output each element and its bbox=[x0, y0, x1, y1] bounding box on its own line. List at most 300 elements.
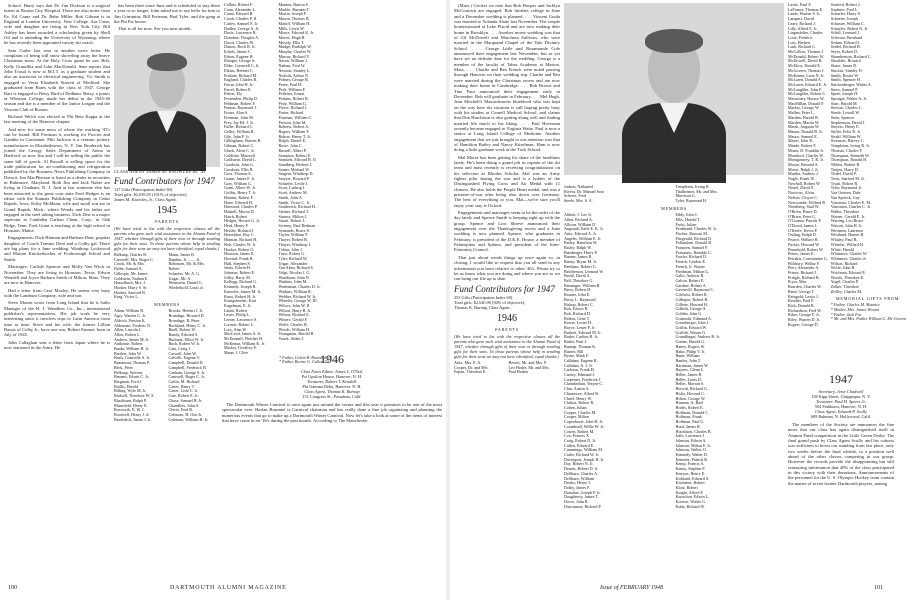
member-name: Butler, Carlton H. Jr. bbox=[564, 334, 599, 340]
member-name: Grundlinger, Andrew B. Jr. bbox=[675, 334, 720, 340]
class-note-paragraph: That is all for now. See you next month. bbox=[118, 26, 192, 32]
class-note-paragraph: (Mass.) Cricket we note that Bob Hooper and Jacklyn McCormick are engaged. Bob finishes college in June and a December wedding is planned. . . . Vincent Guida was married to Yolanda Abate last November. The couple honeymooned at Lake Placid and are now making their home in Brooklyn. . . . Another recent wedding was that of Gil McDowell and Marchesa Sullivan, who were married in the Marquand Chapel of the Yale Divinity School. . . . George Little and Rosamonde Cole announced their engagement last November, but as yet have set no definite date for the wedding. George is a member of the faculty of Tabor Academy at Marion, Mass. . . . Charlie and Bea French were noted passing through Hanover on their wedding trip. Charlie and Bea were married during the Christmas recess and are now making their home in Cambridge. . . . Bob Brown and Tina Pace announced their engagement early in December. Bob will graduate in February. . . . Mel Hugh, Jean Mitchell's Massachusetts blueblood who was kept on the way here ski vacation is still hoping pretty busy with his studies at Cornell Medical School, and claims that Don Hutchison is also getting along well and finding married life much to his liking. . . . Paul Hoveman recently became engaged to Virginia Waite. Paul is now a senior at Long Island College of Medicine. Another engagement that we just brought to our attention was that of Hamilton Bailey and Nancy Kitselman. Ham is now doing a little graduate work at the Tuck School. bbox=[454, 3, 560, 153]
member-name: Fowler, Richard D. bbox=[675, 254, 707, 260]
member-name: Dowd, Charles W. bbox=[224, 39, 255, 45]
member-name: Bower, Lester H. bbox=[564, 320, 593, 326]
member-name: Gillespie, Robert B. bbox=[675, 296, 709, 302]
member-name: Beaumont, Thomas P. bbox=[114, 360, 150, 366]
member-name: Griffith, Wayne G. bbox=[675, 329, 707, 335]
member-name: Dutton, Rock R. Jr. bbox=[224, 44, 256, 50]
member-name: Saulnier, Fred L. bbox=[830, 6, 859, 12]
member-name: Bailey, Hamilton W. bbox=[564, 240, 598, 246]
member-name: Smith, Victor C. Jr. bbox=[278, 199, 311, 205]
member-name: Mason, Donald R. Jr. bbox=[788, 128, 823, 134]
member-name: Duncanson, Richard P. bbox=[564, 503, 602, 509]
member-name: Birdsell, Theodore W. S. bbox=[114, 393, 155, 399]
member-name: Reingold, Lewis J. bbox=[788, 293, 819, 299]
member-name: Lerner, Lawrence S. bbox=[224, 317, 258, 323]
member-name: Riley, Warren D. Jr. bbox=[788, 317, 821, 323]
member-name: Kemp, Francis A. bbox=[675, 461, 705, 467]
member-name: Hahn, Philip V. Jr. bbox=[675, 348, 706, 354]
parent-name: Thalheimer, Mr. and Mrs. bbox=[675, 188, 718, 194]
member-name: DeShazo, Charles A. bbox=[564, 470, 599, 476]
member-name: Johnson, Edwin A. bbox=[675, 437, 707, 443]
member-name: Trush, Robert R. bbox=[830, 180, 859, 186]
member-name: Battey, Bryan M. Jr. bbox=[564, 259, 597, 265]
member-name: Fessenden, Philip D. bbox=[224, 96, 258, 102]
member-name: Kuhn, Richard W. bbox=[675, 503, 706, 509]
member-name: Lamb, Warren S. Jr. bbox=[788, 11, 821, 17]
member-name: Smith, Rosier W. bbox=[830, 72, 859, 78]
member-name: Kenyon, Henry E. bbox=[675, 470, 706, 476]
member-name: Gilbeth, George A. bbox=[675, 306, 707, 312]
member-name: Elder, Cornwell C. Jr. bbox=[224, 63, 260, 69]
member-name: Vanrimen, Charles C. Jr. bbox=[830, 204, 871, 210]
member-name: Sinclair, Stanley D. bbox=[830, 67, 863, 73]
parents-note-1945: (We have tried to list with the respective classes all the parents who gave such vital assistance to the Alumni Fund of 1947, whether through gifts of their own or through sending gifts for their sons. To those parents whose help in sending gifts for their sons we may not have identified, equal thanks.) bbox=[114, 226, 220, 252]
member-name: Westlund, Homer R. bbox=[830, 232, 865, 238]
parent-name: Morrison G. bbox=[675, 193, 696, 199]
member-name: Perkins, Robert B. bbox=[278, 96, 309, 102]
member-name: Goss, Thomas E. bbox=[224, 171, 252, 177]
member-name: DeShazo, William bbox=[564, 475, 595, 481]
member-name: Bergman, Ford J. bbox=[114, 378, 143, 384]
member-name: Montford, Charles W. bbox=[788, 152, 824, 158]
member-name: Pearce, Wallace R. bbox=[788, 237, 819, 243]
member-name: Crook, Charles P. II bbox=[224, 16, 257, 22]
member-name: Herd, Henry F. bbox=[224, 223, 249, 229]
member-name: White, Harold bbox=[830, 246, 855, 252]
member-name: Hinman, A. Ruel bbox=[675, 400, 704, 406]
member-name: Allen, Lincoln J. bbox=[114, 327, 142, 333]
member-name: Nissel, David E. bbox=[788, 185, 815, 191]
member-name: Boyce, Lester F. Jr. bbox=[564, 325, 596, 331]
member-name: Murphy, Charles W. bbox=[278, 49, 312, 55]
member-name: LaFrance, Thomas E. bbox=[788, 6, 824, 12]
member-name: Loss, Herbert bbox=[788, 39, 811, 45]
member-name: Abbott, I. Lee Jr. bbox=[564, 212, 592, 218]
member-name: Canham, George S. Jr. bbox=[168, 369, 206, 375]
member-name: Beck, Peter bbox=[114, 364, 133, 370]
member-name: Dadley, George A. Jr. bbox=[224, 25, 260, 31]
treasurer: Treasurer, Robert T. Kendall. bbox=[307, 379, 357, 384]
member-name: Palmer, George B. bbox=[278, 77, 309, 83]
member-name: Coleman, William H. Jr. bbox=[168, 416, 209, 422]
member-name: Kugelman, E. Jr. bbox=[224, 303, 252, 308]
member-name: Callahan, A. J. Jr. bbox=[564, 362, 593, 368]
member-name: Whitmore, Charles W. bbox=[830, 251, 868, 257]
member-name: Sawyer, Howard P. bbox=[278, 176, 310, 182]
member-name: Tietjen, Harry D. bbox=[830, 166, 859, 172]
class-note-paragraph: School. Harry says that Dr. Jim Dickson is a surgical intern at Boston City Hospital. There are also notes from Ev. Ed Crane and Dr. Bebe Miller. Bob Gilman is in England at London University, New College. Ara Conn, wife and daughter are living in New York City. Bill Ashley has been awarded a scholarship given by Shell Oil and is attending the University of Wyoming, where he has recently been appointed varsity ski coach. bbox=[4, 3, 110, 46]
member-name: Burner, Bill bbox=[564, 348, 584, 354]
member-name: O'Keefe, Kevin P. bbox=[788, 227, 818, 233]
member-name: Day, Robert N. Jr. bbox=[564, 461, 594, 467]
treasurer-1947-address: 504 Parkhurst, Hanover, N. H. bbox=[814, 404, 868, 409]
member-name: Mattiff, William H. bbox=[278, 20, 311, 26]
member-name: Haskell, Myron D. bbox=[224, 208, 255, 214]
member-name: Whaley, Paul B. bbox=[830, 237, 858, 243]
member-name: Preston, John M. bbox=[278, 119, 307, 125]
member-name: Sampson, Robert E. bbox=[278, 152, 312, 158]
member-name: Byrne, Mark F. bbox=[564, 353, 589, 359]
member-name: Hanley, John T. bbox=[675, 357, 702, 363]
fund-line3-1946: Thomas K. Burnap, Class Agent. bbox=[454, 304, 511, 310]
member-name: Packer, Howard W. bbox=[788, 241, 820, 247]
member-name: Follansbee, Donald B. bbox=[675, 240, 713, 246]
fund-line2-1946: Total gifts: $2,640.00 (94% of objective). bbox=[454, 299, 526, 305]
parent-name: Templeton, Irving R. bbox=[675, 184, 710, 189]
parent-name: Paul Hoden bbox=[508, 369, 528, 375]
member-name: Petrakis, Constantine G. bbox=[788, 255, 828, 261]
member-name: Johnson, Walter O. bbox=[675, 447, 707, 453]
member-name: Attix, Edward A. Jr. bbox=[564, 230, 597, 236]
member-name: Marble, Burnam T. bbox=[278, 6, 310, 12]
member-name: Peck, William F. bbox=[278, 86, 306, 92]
right-page bbox=[450, 0, 906, 591]
member-name: Boh, Edwin R. bbox=[564, 306, 589, 312]
member-name: Allen, Richard A. bbox=[564, 216, 593, 222]
member-name: Allison, William D. bbox=[564, 221, 597, 227]
member-name: Sedam, Edward J. bbox=[830, 39, 861, 45]
member-name: Ellis, Harold T. bbox=[675, 216, 701, 222]
member-name: Bamberger, Harry P. bbox=[564, 249, 598, 255]
member-name: McLaughlin, John F. bbox=[788, 86, 823, 92]
member-name: Copenhaver, John H. Jr. bbox=[564, 419, 604, 425]
member-name: McLaren, Donald A. bbox=[788, 77, 822, 83]
member-name: Banks, William H. Jr. bbox=[114, 346, 150, 352]
member-name: Volpi, Nicolas J. G. bbox=[278, 270, 311, 276]
class-agent-1947-address: 609 Bakman, N. Hollywood, Calif. bbox=[810, 414, 872, 419]
folio-number-left: 100 bbox=[8, 585, 17, 591]
member-name: Pieri, Alexander A. bbox=[788, 265, 820, 271]
member-name: French, Gordon E. bbox=[675, 259, 706, 265]
member-name: Gluek, Alvin C. Jr. bbox=[224, 147, 255, 153]
member-name: Callahan, Eugene R. bbox=[564, 357, 598, 363]
member-name: Morris, Hugh R. bbox=[278, 34, 306, 40]
member-name: Southwick, Richard H. bbox=[278, 204, 317, 210]
member-name: Lory, Alan W. bbox=[224, 326, 247, 332]
member-name: O'Brien, Peter G. bbox=[788, 213, 817, 219]
member-name: Stuart, Robert J. bbox=[278, 218, 306, 224]
member-name: Galvin, Robert E. bbox=[675, 278, 705, 283]
member-name: Banner, James R. bbox=[564, 254, 593, 260]
member-name: Watkins, John M. bbox=[278, 279, 308, 285]
member-name: Burkett, Edward M. Jr. bbox=[564, 329, 602, 335]
member-name: Erskine, Richard M. bbox=[224, 72, 258, 78]
member-name: Rogers, George D. bbox=[788, 321, 819, 327]
member-name: Moore, Bernard S. bbox=[788, 161, 819, 167]
member-name: Samuels, Edward R. II bbox=[278, 157, 316, 163]
member-name: Alderman, Frederic N. bbox=[114, 322, 152, 328]
member-name: Pringle, Richard B. bbox=[788, 274, 820, 280]
member-name: Ehinger, George Jr. bbox=[224, 58, 256, 64]
member-name: Petty, William G. bbox=[278, 100, 307, 106]
member-name: Lands, Robert bbox=[224, 307, 248, 313]
fund-title-1946: Fund Contributors for 1947 bbox=[454, 283, 555, 294]
left-page bbox=[0, 0, 446, 591]
member-name: Sauter, Michael W. bbox=[278, 166, 310, 172]
member-name: Gilman, Robert C. bbox=[224, 143, 255, 149]
member-name: Chase, Samuel R. Jr. bbox=[168, 397, 203, 403]
member-name: Carwell, John W. bbox=[168, 350, 197, 356]
parents-note-1946: (We have tried to list with the respective classes all the parents who gave such vital assistance to the Alumni Fund of 1947, whether through gifts of their own or through sending gifts for their sons. To those parents whose help in sending gifts for their sons we may not have identified, equal thanks.) bbox=[454, 333, 560, 359]
member-name: Ostling, Ralph D. bbox=[788, 232, 817, 238]
member-name: Englund, Charles B. bbox=[224, 77, 258, 83]
member-name: Gelley, William R. bbox=[224, 128, 255, 134]
parent-name: Fuller, Samuel A. bbox=[114, 266, 143, 272]
member-name: Stifler, Felix R. Jr. bbox=[830, 128, 861, 134]
parent-name: Belknap, Charles B. bbox=[114, 252, 147, 258]
member-name: Corren, Robert M. bbox=[564, 428, 595, 434]
member-name: Allen, Robert L. bbox=[114, 331, 141, 337]
member-name: Donahue, Joseph P. Jr. bbox=[564, 489, 601, 495]
right-col-1 bbox=[454, 3, 560, 578]
member-name: Aldrich, Preston K. bbox=[114, 317, 146, 323]
members-list-1946 bbox=[564, 213, 784, 509]
member-name: Hilton, George W. bbox=[675, 395, 706, 401]
class-note-paragraph: Richard Welch was elected to Phi Beta Kappa at the last meeting of the Hanover chapter. bbox=[4, 113, 110, 125]
member-name: Chandlers, John S. bbox=[168, 402, 200, 408]
parent-name: Hewitt, Mr. and Mrs. P. bbox=[508, 359, 547, 365]
member-name: Frey, Jay Ed. J. Jr. bbox=[224, 119, 254, 125]
member-name: Bolton, Gene T. bbox=[564, 315, 590, 321]
member-name: Holt, Charles W. Jr. bbox=[224, 241, 257, 247]
member-name: Starr, Harold M. bbox=[830, 100, 858, 106]
member-name: Murtha, Andrew J. bbox=[788, 171, 819, 177]
class-agent-address: 151 Congress St., Pasadena, Calif. bbox=[302, 394, 362, 399]
member-name: Macartney, Horace W. bbox=[788, 96, 825, 102]
member-name: Newhall, Robert W. bbox=[788, 180, 821, 186]
member-name: Adam, William B. bbox=[114, 308, 145, 314]
member-name: Lewis, Philip L. bbox=[224, 312, 251, 318]
member-name: Haney, Rogers W. bbox=[675, 343, 706, 349]
member-name: McCollow, Thomas J. bbox=[788, 49, 825, 55]
member-name: Dolby, James F. bbox=[564, 484, 591, 490]
parent-name: Crook, Mr. & Mrs. bbox=[114, 261, 145, 267]
photo-caption-knowles: CLASS AGENT JAMES M. KNOWLES JR. '45 bbox=[114, 168, 206, 174]
member-name: Jenks, Edwin H. bbox=[224, 265, 251, 271]
class-1946-intro: The Dartmouth Winter Carnival is once again just around the corner and this year it promises to be one of the most spectacular ever. Harlan Brunniel is Carnival chairman and has really done a fine job organizing and planning the numerous events that go to make up a Dartmouth Winter Carnival. Now let's take a look at some of the items of interest that have come in on '46's during the past month. According to The Manchester bbox=[222, 402, 442, 424]
member-name: Curley, Samuel E. Jr. bbox=[224, 20, 259, 26]
class-note-paragraph: Sam Cutler has sent in another news letter. He complains of being still snow shoveling away the heavy Christmas snow. At the Holy Cross game he saw Bob, Kelly Grundlitz and John MacDonald. Sam reports that John Trusal is now at M.I.T. as a graduate student and also an instructor in electrical engineering. Vic Smith is engaged to Vesta Elizabeth Starrett of Medford. She graduated from Bates with the class of 1947. George Barr is engaged to Betsy Bird of Dedham. Betsy, a junior at Wheaton College, made her debut in the 1945-46 season and she is a member of the Junior League and the Vincent Club of Boston. bbox=[4, 47, 110, 112]
member-name: Lingenfelter, Charles bbox=[788, 30, 823, 36]
member-name: Wolfe, John H. bbox=[830, 265, 856, 271]
member-name: Eddy, John C. bbox=[675, 212, 699, 218]
member-name: Thayer, Winthrop J. bbox=[278, 241, 312, 247]
parent-name: Hooker, Harry S. Sr. bbox=[114, 284, 148, 290]
parent-name: Judson, Nathaniel bbox=[564, 184, 594, 189]
member-name: Carpenter, Frederick J. bbox=[564, 376, 602, 382]
member-name: Cooper, Charles M. bbox=[564, 409, 597, 415]
member-name: Frantzen, Samuel P. bbox=[675, 245, 709, 251]
portrait-photo-burnap bbox=[564, 3, 784, 175]
member-name: Brundage, Howard D. bbox=[168, 313, 205, 319]
member-name: McLaren, Edward E. Jr. bbox=[788, 81, 828, 87]
member-name: Shambenson, Richard C. bbox=[830, 53, 872, 59]
member-name: Heller, Morton S. bbox=[675, 381, 705, 387]
member-name: Brooks, Herbert J. Jr. bbox=[168, 308, 204, 314]
member-name: Waller, Theodore bbox=[830, 208, 860, 214]
member-name: Houston, James E. bbox=[224, 251, 255, 257]
parent-name: Rivera, Dr. Manuel Soto bbox=[564, 188, 605, 194]
member-name: Kellogg, Richard G. bbox=[224, 279, 258, 285]
secretary: Secretary, Jesse Chadwell bbox=[818, 389, 864, 394]
member-name: Mayer, John R. bbox=[788, 138, 814, 144]
class-1946-header bbox=[222, 345, 442, 578]
member-name: O'Connor, Patrick F. bbox=[788, 218, 822, 224]
member-name: Kirkland, Edward S. bbox=[675, 475, 710, 481]
folio-number-right: 101 bbox=[874, 585, 883, 591]
member-name: Beuhl, David A. bbox=[564, 273, 591, 279]
member-name: Collins, Robert F. bbox=[224, 2, 254, 7]
member-name: Swenson, Harvey C. bbox=[830, 138, 865, 144]
member-name: Warner, Gerald E. Jr. bbox=[830, 213, 866, 219]
member-name: Wolfe, Charles B. bbox=[278, 321, 308, 327]
year-heading-1946: 1946 bbox=[320, 352, 344, 366]
member-name: Griffin, Edward W. bbox=[675, 325, 708, 331]
member-name: Van Orteren, Dale bbox=[830, 190, 861, 196]
member-name: Bennett, Edwin C. Jr. bbox=[114, 374, 150, 380]
member-name: Griffin, Henry T. Jr. bbox=[224, 190, 257, 196]
member-name: Stewart, Charles L. bbox=[830, 105, 863, 111]
member-name: Yogel, Charles P. bbox=[830, 279, 859, 285]
member-name: Dover, John R. bbox=[564, 499, 589, 505]
parent-name: Hasselbach, Mrs. J. bbox=[114, 280, 146, 286]
left-col-1 bbox=[4, 3, 110, 578]
member-name: Mason, Thomas B. bbox=[278, 16, 310, 22]
member-name: Hull, Stephen S. bbox=[224, 260, 251, 266]
member-name: Mudge, Rudolph W. bbox=[278, 44, 312, 50]
member-name: Eckels, James C. bbox=[224, 49, 252, 55]
parent-name: Robert bbox=[168, 266, 180, 272]
member-name: Hoffman, Frank bbox=[675, 414, 702, 420]
class-note-paragraph: That just about winds things up once again so, in closing, I would like to request that you all send in any information you have relative to other '46's. Please try to let us know what you are doing and where you are so we can bring our file up to date. bbox=[454, 254, 560, 282]
parent-name: Leo Hodes, Mr. and Mrs. bbox=[508, 364, 550, 370]
member-name: Schaefer, Leslie J. bbox=[278, 180, 309, 186]
member-name: Zelker, Theodore bbox=[830, 284, 859, 290]
member-name: Angstadt, Earle E. K. Jr. bbox=[564, 226, 604, 232]
member-name: Bartlett, John W. bbox=[114, 350, 142, 356]
member-name: Pillsbury, Wilbur F. bbox=[788, 260, 820, 266]
member-name: Grant, Albert W. Jr. bbox=[224, 185, 256, 191]
members-label-1945: MEMBERS bbox=[153, 302, 181, 308]
member-name: Hurd, James R. bbox=[675, 423, 701, 429]
parent-name: Tyler, Raymond H. bbox=[675, 198, 707, 204]
member-name: Lampert, David bbox=[788, 16, 814, 22]
member-name: McLaughlin, Robert C. bbox=[788, 91, 827, 97]
memorial-gift-name: * Father, Jack Fox bbox=[830, 311, 862, 317]
member-name: Newton, Stanley L. bbox=[278, 67, 311, 73]
parent-name: Robinson, Mr. & Mrs. bbox=[168, 261, 205, 267]
member-name: Gilchrist, Robert R. bbox=[675, 292, 708, 298]
member-name: Dennis, Robert D. Jr. bbox=[564, 466, 599, 472]
parent-name: Goldstein, Nathan E. bbox=[114, 275, 149, 281]
parent-name: Gillespie, Mr. James bbox=[114, 270, 148, 276]
member-name: Billing, Wyle M. Jr. bbox=[114, 388, 147, 394]
member-name: Haynes, Glenn L. bbox=[675, 367, 705, 373]
member-name: Gillette, Howard H. bbox=[675, 301, 709, 307]
member-name: Ferdinand, Charles W. Jr. bbox=[675, 226, 717, 232]
member-name: Slater, James D. bbox=[830, 63, 858, 69]
member-name: Shoulder, Howard bbox=[830, 58, 861, 64]
member-name: Pierce, Richard J. bbox=[278, 105, 308, 111]
member-name: Berry, Robert H. bbox=[564, 287, 592, 293]
member-name: Wheeler, Willard H. bbox=[830, 241, 864, 247]
fund-line1-1945: 127 Gifts (Participation Index 60). bbox=[114, 186, 174, 192]
member-name: Harriman, James W. bbox=[675, 362, 709, 368]
member-name: Craig, Robert D. Jr. bbox=[564, 437, 597, 443]
member-name: Jolley, Harry M. bbox=[224, 274, 251, 280]
class-note-paragraph: Steve Mason wrote from Long Island that he is Sales Manager of the H. J. Wandless Co., Inc., international publisher's representatives. His job work he very interesting since it involves trips to Latin America from time to time. Steve and his wife, the former Lillian Bassis of Colby Jr., have one son, Robert Emmet, born in July of 1945. bbox=[4, 300, 110, 338]
member-name: Yourk, Alden J. bbox=[278, 335, 305, 341]
parents-label-1946: PARENTS bbox=[495, 326, 519, 332]
member-name: Moore, Edward K. Jr. bbox=[278, 30, 314, 36]
parent-name: Cooper, Dr. and Mrs. bbox=[454, 364, 489, 370]
member-name: Treat, Sanford M. Jr. bbox=[830, 176, 865, 182]
member-name: Buell, Robert W. bbox=[168, 327, 197, 333]
member-name: Boutwell, Henry J. Jr. bbox=[114, 411, 150, 417]
member-name: Lilly, Alfred E. Jr. bbox=[788, 25, 818, 31]
member-name: Butler, Paul J. bbox=[564, 339, 588, 345]
member-name: Feldman, Robert F. bbox=[224, 100, 256, 106]
member-name: Ungar, Alexander bbox=[278, 260, 308, 266]
member-name: Woolman, Edward E. bbox=[830, 270, 866, 276]
member-name: Pelletier, Ernest bbox=[278, 91, 305, 97]
member-name: Berry, L. Raymond bbox=[564, 296, 596, 302]
member-name: Carlin, M. Richard bbox=[168, 378, 200, 384]
member-name: Johnson, Milton F. Jr. bbox=[675, 442, 711, 448]
member-name: Kenny, Stephen F. bbox=[675, 466, 706, 472]
member-name: Newcombe, Wilfred R. bbox=[788, 199, 826, 205]
portrait-photo-knowles bbox=[114, 35, 220, 167]
member-name: Springer, Walter A. Jr. bbox=[830, 96, 868, 102]
member-name: Rogers, William F. bbox=[278, 128, 310, 134]
member-name: Maclay, George W. bbox=[788, 105, 820, 111]
member-name: Clerin, Fred B. bbox=[168, 407, 194, 413]
member-name: Wilson, Richard E. bbox=[278, 312, 310, 318]
member-name: Hedges, Horace G. Jr. bbox=[224, 218, 260, 224]
member-name: Porter, Richard bbox=[278, 110, 304, 116]
member-name: Beals, Granville A. Jr. bbox=[114, 355, 151, 361]
member-name: Rich, Donald B. bbox=[788, 303, 815, 308]
memorial-gifts-label: MEMORIAL GIFTS FROM: bbox=[835, 295, 902, 301]
member-name: Stein, Spencer bbox=[830, 114, 855, 120]
member-name: Andrew, James M. Jr. bbox=[114, 336, 150, 342]
member-name: Steyers, Henry E. bbox=[830, 124, 860, 130]
member-name: Carter, Lisle C. Jr. bbox=[168, 388, 199, 394]
notes-editor: Class Notes Editor, James L. O'Neil. bbox=[300, 369, 364, 374]
member-name: Kitchener, Robert bbox=[675, 480, 705, 486]
member-name: Tobias, John J. bbox=[278, 246, 303, 252]
year-heading-1947: 1947 bbox=[829, 372, 853, 386]
class-note-paragraph: John Callaghan sent a letter from Japan where he is now stationed in the Army. He bbox=[4, 339, 110, 350]
member-name: Edson, Eugene H. bbox=[224, 53, 254, 59]
member-name: Portman, William C. bbox=[278, 114, 313, 120]
member-name: Dierks, Henry J. bbox=[564, 480, 591, 486]
member-name: Belknap, Stevens bbox=[114, 369, 143, 375]
photo-caption-burnap: CLASS AGENT THOMAS K. BURNAP '46 bbox=[632, 177, 716, 182]
member-name: Warring, Leo Bruce bbox=[830, 218, 864, 224]
member-name: Nelson, Cloyce C. bbox=[788, 194, 819, 200]
member-name: Seidel, Richard B. bbox=[830, 44, 861, 50]
member-name: Bell, Theodore G. bbox=[564, 278, 594, 283]
member-name: Harwood, Charles P. bbox=[224, 204, 258, 210]
member-name: Buckland, Henry C. Jr. bbox=[168, 322, 207, 328]
members-list-1945 bbox=[114, 309, 220, 422]
member-name: Clafton, Robert R. bbox=[564, 400, 595, 406]
member-name: Goodwin, John G. bbox=[224, 161, 255, 167]
